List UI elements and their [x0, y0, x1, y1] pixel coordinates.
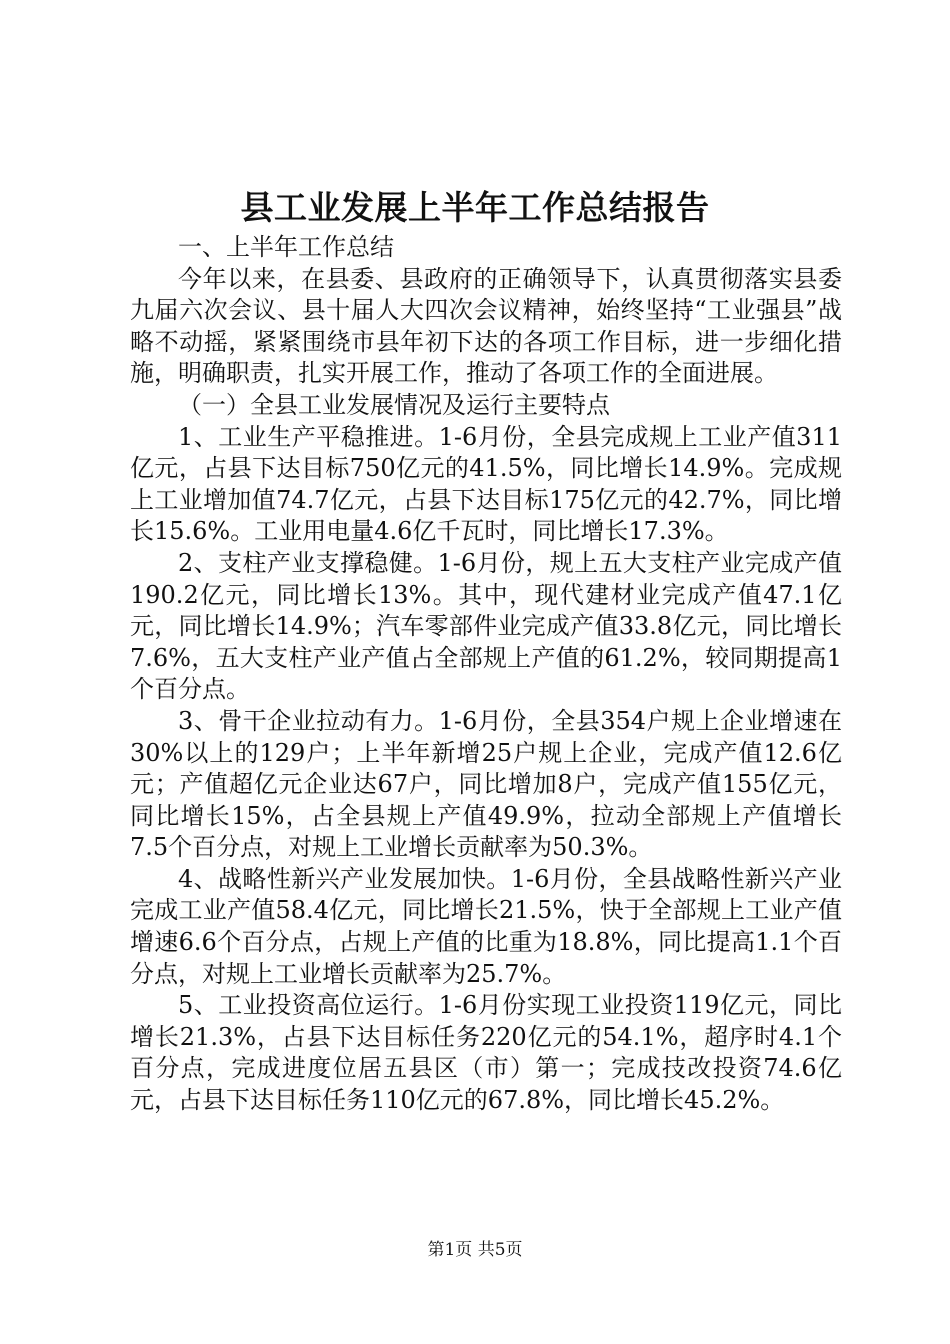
page-footer: 第1页 共5页: [427, 1240, 523, 1260]
intro-paragraph: 今年以来，在县委、县政府的正确领导下，认真贯彻落实县委九届六次会议、县十届人大四次会议精神，始终坚持“工业强县”战略不动摇，紧紧围绕市县年初下达的各项工作目标，进一步细化措施，明确职责，扎实开展工作，推动了各项工作的全面进展。: [130, 264, 842, 388]
document-title: 县工业发展上半年工作总结报告: [240, 188, 710, 227]
section-heading: 一、上半年工作总结: [178, 233, 394, 261]
list-item-emerging-industries: 4、战略性新兴产业发展加快。1-6月份，全县战略性新兴产业完成工业产值58.4亿元，同比增长21.5%，快于全部规上工业产值增速6.6个百分点，占规上产值的比重为18.8%，同比提高1.1个百分点，对规上工业增长贡献率为25.7%。: [130, 864, 842, 988]
list-item-industrial-production: 1、工业生产平稳推进。1-6月份，全县完成规上工业产值311亿元，占县下达目标750亿元的41.5%，同比增长14.9%。完成规上工业增加值74.7亿元，占县下达目标175亿元的42.7%，同比增长15.6%。工业用电量4.6亿千瓦时，同比增长17.3%。: [130, 422, 842, 546]
document-body: [130, 232, 842, 1117]
list-item-pillar-industries: 2、支柱产业支撑稳健。1-6月份，规上五大支柱产业完成产值190.2亿元，同比增长13%。其中，现代建材业完成产值47.1亿元，同比增长14.9%；汽车零部件业完成产值33.8亿元，同比增长7.6%，五大支柱产业产值占全部规上产值的61.2%，较同期提高1个百分点。: [130, 548, 842, 704]
subsection-heading: （一）全县工业发展情况及运行主要特点: [178, 390, 610, 419]
list-item-key-enterprises: 3、骨干企业拉动有力。1-6月份，全县354户规上企业增速在30%以上的129户；上半年新增25户规上企业，完成产值12.6亿元；产值超亿元企业达67户，同比增加8户，完成产值155亿元，同比增长15%，占全县规上产值49.9%，拉动全部规上产值增长7.5个百分点，对规上工业增长贡献率为50.3%。: [130, 706, 842, 862]
list-item-industrial-investment: 5、工业投资高位运行。1-6月份实现工业投资119亿元，同比增长21.3%，占县下达目标任务220亿元的54.1%，超序时4.1个百分点，完成进度位居五县区（市）第一；完成技改投资74.6亿元，占县下达目标任务110亿元的67.8%，同比增长45.2%。: [130, 991, 842, 1115]
